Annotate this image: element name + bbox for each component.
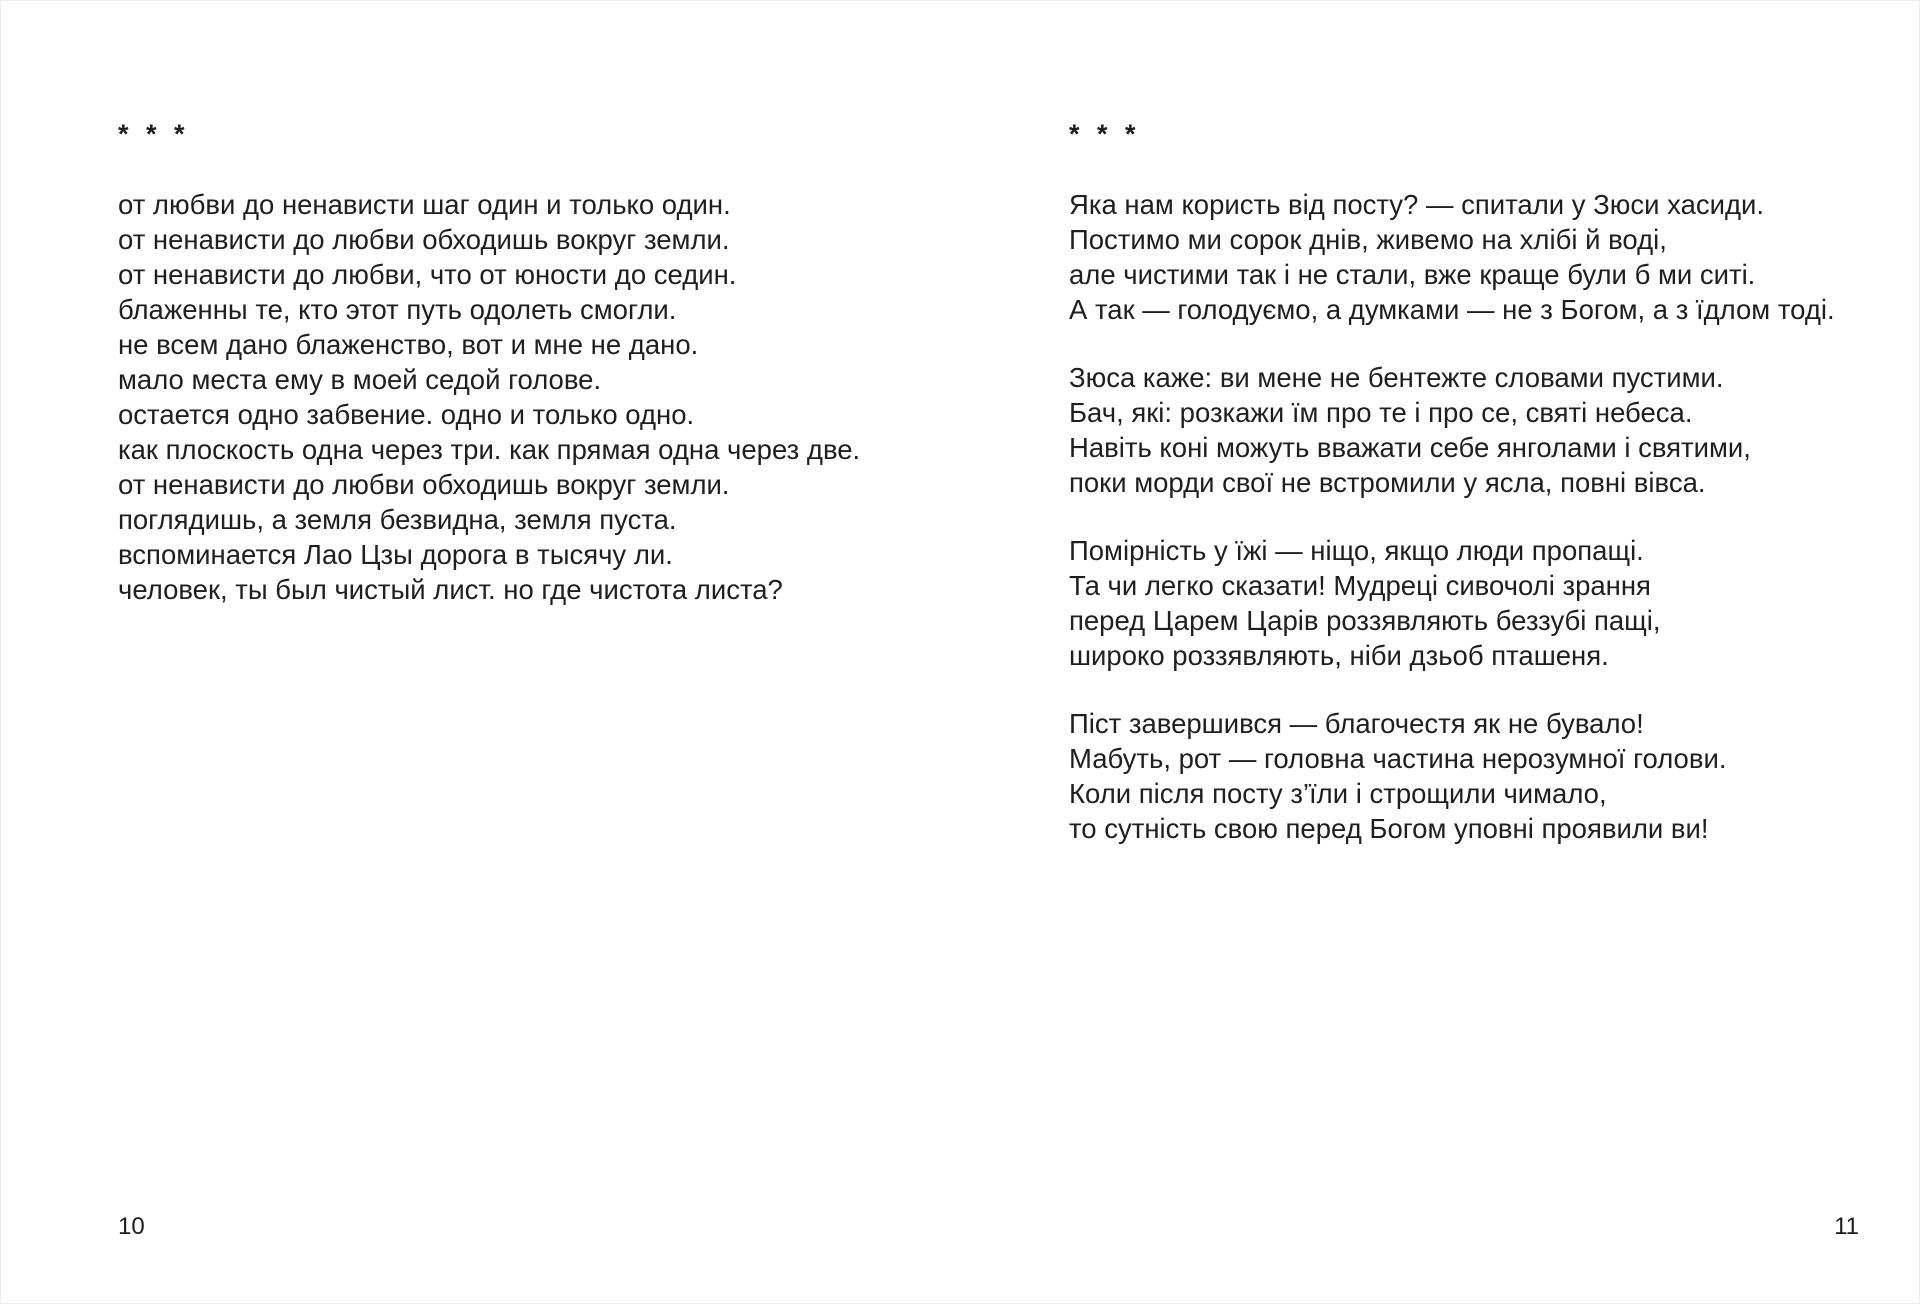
poem-line: поглядишь, а земля безвидна, земля пуста. <box>118 504 677 535</box>
poem-line: от ненависти до любви, что от юности до седин. <box>118 259 737 290</box>
poem-line: человек, ты был чистый лист. но где чистота листа? <box>118 574 783 605</box>
poem-line: вспоминается Лао Цзы дорога в тысячу ли. <box>118 539 673 570</box>
poem-line: Коли після посту з’їли і строщили чимало, <box>1069 778 1607 809</box>
poem-line: Мабуть, рот — головна частина нерозумної голови. <box>1069 743 1727 774</box>
poem-line: Та чи легко сказати! Мудреці сивочолі зрання <box>1069 570 1651 601</box>
poem-line: Зюса каже: ви мене не бентежте словами пустими. <box>1069 362 1724 393</box>
poem-line: Помірність у їжі — ніщо, якщо люди пропащі. <box>1069 535 1644 566</box>
poem-line: не всем дано блаженство, вот и мне не дано. <box>118 329 699 360</box>
right-poem <box>1069 187 1859 846</box>
stanza <box>1069 706 1859 846</box>
poem-line: Бач, які: розкажи їм про те і про се, святі небеса. <box>1069 397 1693 428</box>
poem-line: перед Царем Царів роззявляють беззубі пащі, <box>1069 605 1661 636</box>
left-section-marker: * * * <box>118 119 190 149</box>
poem-line: Піст завершився — благочестя як не бувало! <box>1069 708 1644 739</box>
poem-line: от любви до ненависти шаг один и только один. <box>118 189 731 220</box>
stanza <box>1069 533 1859 673</box>
poem-line: блаженны те, кто этот путь одолеть смогли. <box>118 294 677 325</box>
poem-line: поки морди свої не встромили у ясла, повні вівса. <box>1069 467 1706 498</box>
left-page <box>118 1 908 1303</box>
left-poem <box>118 187 908 607</box>
poem-line: Яка нам користь від посту? — спитали у Зюси хасиди. <box>1069 189 1765 220</box>
page-number-right: 11 <box>1834 1213 1859 1240</box>
poem-line: от ненависти до любви обходишь вокруг земли. <box>118 224 730 255</box>
right-section-marker: * * * <box>1069 119 1141 149</box>
poem-line: то сутність свою перед Богом уповні проявили ви! <box>1069 813 1709 844</box>
stanza <box>1069 360 1859 500</box>
poem-line: от ненависти до любви обходишь вокруг земли. <box>118 469 730 500</box>
poem-line: широко роззявляють, ніби дзьоб пташеня. <box>1069 640 1609 671</box>
poem-line: але чистими так і не стали, вже краще були б ми ситі. <box>1069 259 1756 290</box>
stanza <box>1069 187 1859 327</box>
poem-line: Навіть коні можуть вважати себе янголами і святими, <box>1069 432 1751 463</box>
poem-line: А так — голодуємо, а думками — не з Богом, а з їдлом тоді. <box>1069 294 1835 325</box>
poem-line: как плоскость одна через три. как прямая одна через две. <box>118 434 861 465</box>
poem-line: остается одно забвение. одно и только одно. <box>118 399 695 430</box>
page-number-left: 10 <box>118 1213 145 1240</box>
poem-line: Постимо ми сорок днів, живемо на хлібі й воді, <box>1069 224 1667 255</box>
right-page <box>1069 1 1859 1303</box>
poem-line: мало места ему в моей седой голове. <box>118 364 602 395</box>
